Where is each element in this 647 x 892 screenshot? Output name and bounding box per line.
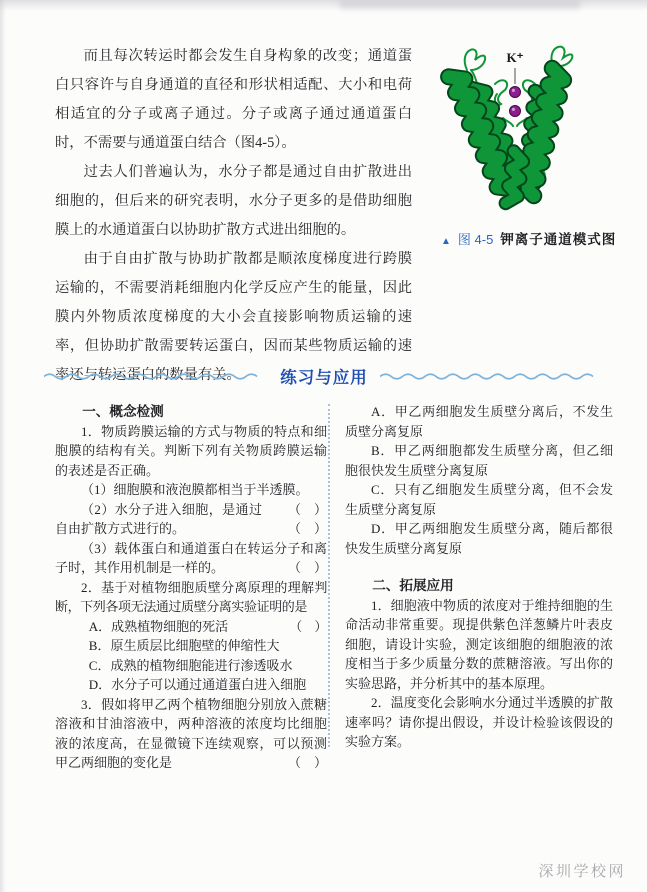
figure-caption-number: 图 4-5 <box>457 232 494 247</box>
question-1-stem: 1．物质跨膜运输的方式与物质的特点和细胞膜的结构有关。判断下列有关物质跨膜运输的表述是否正确。 <box>55 423 327 478</box>
column-divider <box>328 404 330 747</box>
body-text <box>55 42 412 390</box>
question-2-option-d: D．水分子可以通过通道蛋白进入细胞 <box>88 677 307 692</box>
question-2-option-c: C．成熟的植物细胞能进行渗透吸水 <box>88 657 293 673</box>
potassium-ion <box>510 87 521 98</box>
question-1-item-3 <box>55 539 327 578</box>
wavy-divider-right <box>380 372 604 381</box>
figure-caption-marker-icon: ▲ <box>441 236 451 247</box>
question-2-option-a: A．成熟植物细胞的死活 <box>88 618 229 634</box>
paragraph-channel-protein: 而且每次转运时都会发生自身构象的改变；通道蛋白只容许与自身通道的直径和形状相适配、大小和电荷相适宜的分子或离子通过。分子或离子通过通道蛋白时，不需要与通道蛋白结合（图4-5）。 <box>55 48 412 151</box>
answer-blank: （ ） <box>287 521 327 536</box>
ion-highlight <box>512 89 515 92</box>
answer-blank: （ ） <box>287 755 327 770</box>
question-3-option-b: B．甲乙两细胞都发生质壁分离，但乙细胞很快发生质壁分离复原 <box>345 443 613 478</box>
answer-blank: （ ） <box>289 618 327 634</box>
item-text: 3．假如将甲乙两个植物细胞分别放入蔗糖溶液和甘油溶液中，两种溶液的浓度均比细胞液的浓度高，在显微镜下连续观察，可以预测甲乙两细胞的变化是 <box>55 696 327 770</box>
question-2-option-b: B．原生质层比细胞壁的伸缩性大 <box>88 638 280 653</box>
part1-heading: 一、概念检测 <box>82 404 164 419</box>
exercise-section-header <box>44 364 604 388</box>
part2-heading: 二、拓展应用 <box>372 578 454 593</box>
item-text: （1）细胞膜和液泡膜都相当于半透膜。 <box>81 482 309 497</box>
scan-edge-shading-left <box>0 0 6 892</box>
question-1-item-1 <box>55 480 327 517</box>
extension-question-2: 2．温度变化会影响水分通过半透膜的扩散速率吗？请你提出假设，并设计检验该假设的实验方案。 <box>345 695 613 749</box>
ion-highlight <box>512 108 515 111</box>
item-text: （3）载体蛋白和通道蛋白在转运分子和离子时，其作用机制是一样的。 <box>55 540 327 575</box>
answer-blank: （ ） <box>287 501 327 517</box>
scan-edge-shading-top-right <box>340 0 580 9</box>
potassium-channel-illustration <box>437 34 629 220</box>
potassium-ion-label: K⁺ <box>506 50 524 65</box>
potassium-ion <box>510 106 521 117</box>
question-3-stem <box>55 695 327 773</box>
answer-blank: （ ） <box>287 560 327 575</box>
exercise-section-title: 练习与应用 <box>280 369 368 387</box>
exercise-right-column <box>345 402 613 752</box>
question-3-option-c: C．只有乙细胞发生质壁分离，但不会发生质壁分离复原 <box>345 482 613 517</box>
paragraph-gradient-transport: 由于自由扩散与协助扩散都是顺浓度梯度进行跨膜运输的，不需要消耗细胞内化学反应产生的能量，因此膜内外物质浓度梯度的大小会直接影响物质运输的速率，但协助扩散需要转运蛋白，因而某些物质运输的速率还与转运蛋白的数量有关。 <box>55 251 412 383</box>
exercise-left-column <box>55 402 327 773</box>
watermark: 深圳学校网 <box>538 864 626 880</box>
figure-4-5 <box>437 34 629 248</box>
paragraph-water-diffusion: 过去人们普遍认为，水分子都是通过自由扩散进出细胞的，但后来的研究表明，水分子更多的是借助细胞膜上的水通道蛋白以协助扩散方式进出细胞的。 <box>55 164 412 238</box>
question-3-option-d: D．甲乙两细胞发生质壁分离，随后都很快发生质壁分离复原 <box>345 521 613 556</box>
item-text: （2）水分子进入细胞，是通过自由扩散方式进行的。 <box>55 501 262 536</box>
question-3-option-a: A．甲乙两细胞发生质壁分离后，不发生质壁分离复原 <box>345 404 613 439</box>
figure-caption-title: 钾离子通道模式图 <box>500 232 617 247</box>
extension-question-1: 1．细胞液中物质的浓度对于维持细胞的生命活动非常重要。现提供紫色洋葱鳞片叶表皮细胞，请设计实验，测定该细胞的细胞液的浓度相当于多少质量分数的蔗糖溶液。写出你的实验思路，并分析其中的基本原理。 <box>345 597 613 691</box>
wavy-divider-left <box>44 372 268 381</box>
item-text: 2．基于对植物细胞质壁分离原理的理解判断，下列各项无法通过质壁分离实验证明的是 <box>55 579 327 614</box>
figure-caption <box>437 228 629 248</box>
